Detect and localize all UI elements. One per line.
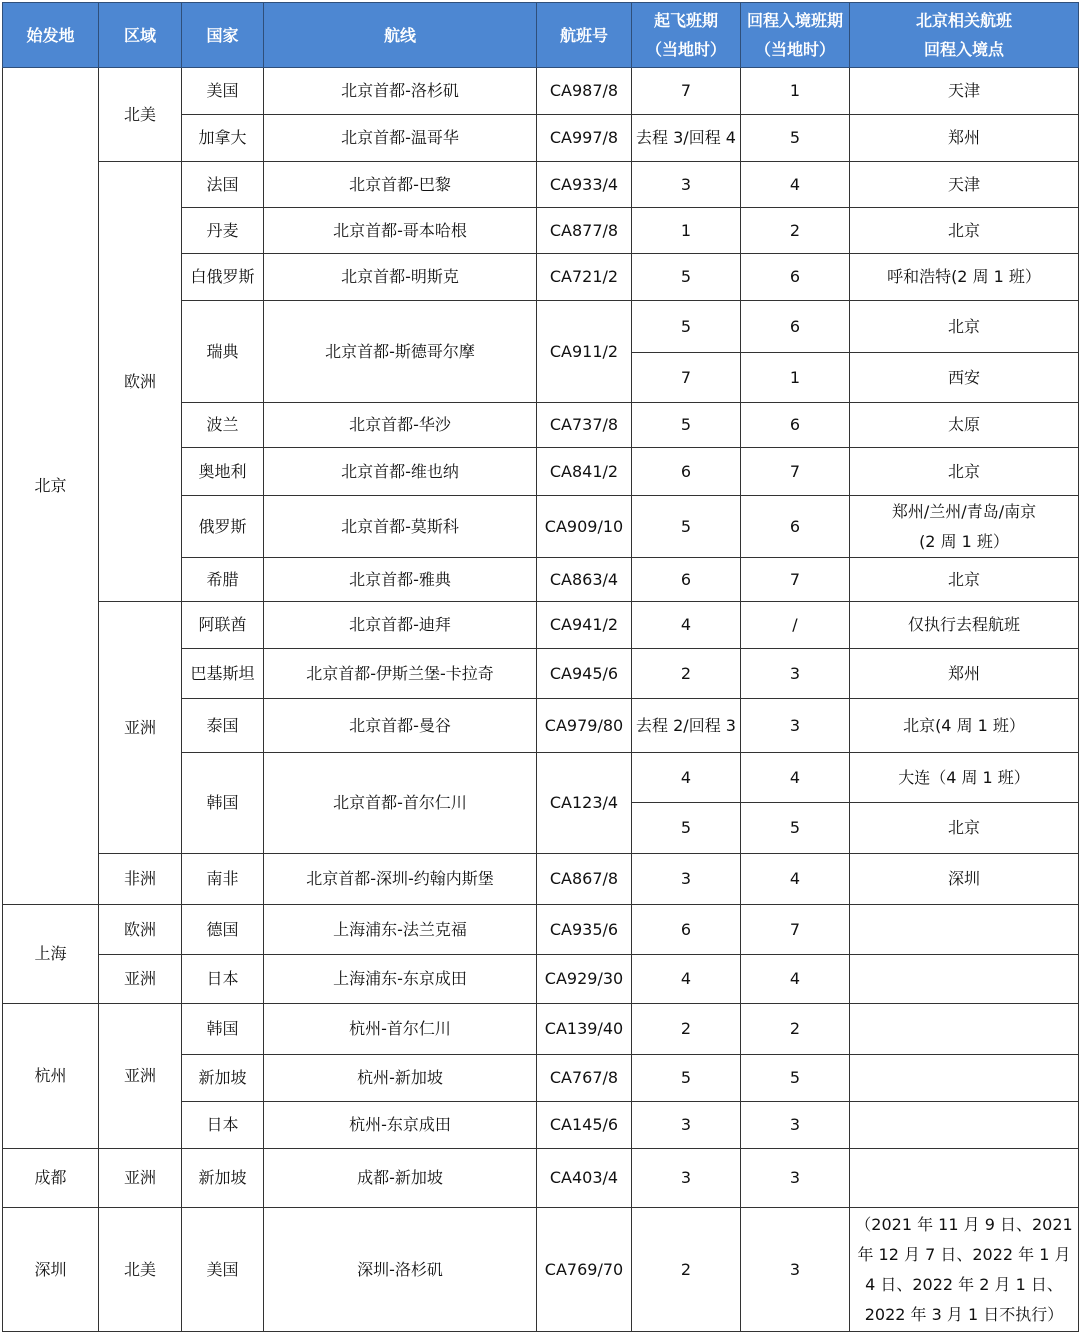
flight-cell: CA721/2: [537, 254, 632, 301]
origin-cell: 杭州: [3, 1004, 99, 1149]
country-cell: 波兰: [182, 403, 264, 448]
country-cell: 德国: [182, 905, 264, 955]
route-cell: 北京首都-伊斯兰堡-卡拉奇: [264, 649, 537, 699]
entry-cell: 北京: [850, 558, 1079, 602]
route-cell: 北京首都-斯德哥尔摩: [264, 301, 537, 403]
return-cell: /: [741, 602, 850, 649]
table-row: [3, 162, 1079, 208]
region-cell: 欧洲: [99, 162, 182, 602]
flight-cell: CA841/2: [537, 448, 632, 496]
flight-cell: CA123/4: [537, 753, 632, 854]
header-country: 国家: [182, 3, 264, 68]
return-cell: 6: [741, 254, 850, 301]
entry-note-cell: （2021 年 11 月 9 日、2021 年 12 月 7 日、2022 年 1 月 4 日、2022 年 2 月 1 日、2022 年 3 月 1 日不执行）: [850, 1208, 1079, 1332]
depart-cell: 2: [632, 649, 741, 699]
flight-schedule-table: [2, 2, 1079, 1332]
header-flight-no: 航班号: [537, 3, 632, 68]
route-cell: 北京首都-华沙: [264, 403, 537, 448]
flight-cell: CA767/8: [537, 1055, 632, 1102]
entry-cell: 郑州: [850, 115, 1079, 162]
route-cell: 上海浦东-法兰克福: [264, 905, 537, 955]
region-cell: 欧洲: [99, 905, 182, 955]
country-cell: 泰国: [182, 699, 264, 753]
country-cell: 韩国: [182, 1004, 264, 1055]
table-row: [3, 955, 1079, 1004]
depart-cell: 5: [632, 1055, 741, 1102]
entry-cell: [850, 1102, 1079, 1149]
depart-cell: 5: [632, 403, 741, 448]
depart-cell: 4: [632, 753, 741, 803]
region-cell: 非洲: [99, 854, 182, 905]
region-cell: 亚洲: [99, 955, 182, 1004]
return-cell: 3: [741, 1102, 850, 1149]
flight-cell: CA997/8: [537, 115, 632, 162]
route-cell: 北京首都-莫斯科: [264, 496, 537, 558]
depart-cell: 3: [632, 854, 741, 905]
country-cell: 南非: [182, 854, 264, 905]
entry-cell: 北京: [850, 208, 1079, 254]
flight-cell: CA911/2: [537, 301, 632, 403]
depart-cell: 3: [632, 162, 741, 208]
entry-cell: 北京(4 周 1 班）: [850, 699, 1079, 753]
flight-cell: CA737/8: [537, 403, 632, 448]
entry-cell: 仅执行去程航班: [850, 602, 1079, 649]
entry-cell: 北京: [850, 448, 1079, 496]
region-cell: 北美: [99, 1208, 182, 1332]
table-row: [3, 1149, 1079, 1208]
return-cell: 5: [741, 1055, 850, 1102]
depart-cell: 3: [632, 1102, 741, 1149]
return-cell: 7: [741, 558, 850, 602]
entry-cell: [850, 905, 1079, 955]
origin-cell: 成都: [3, 1149, 99, 1208]
header-region: 区域: [99, 3, 182, 68]
entry-cell: 北京: [850, 301, 1079, 353]
origin-cell: 北京: [3, 68, 99, 905]
country-cell: 日本: [182, 955, 264, 1004]
route-cell: 上海浦东-东京成田: [264, 955, 537, 1004]
return-cell: 5: [741, 803, 850, 854]
depart-cell: 5: [632, 254, 741, 301]
header-return: 回程入境班期 （当地时）: [741, 3, 850, 68]
depart-cell: 6: [632, 558, 741, 602]
entry-cell: 郑州/兰州/青岛/南京 (2 周 1 班）: [850, 496, 1079, 558]
depart-cell: 6: [632, 448, 741, 496]
route-cell: 北京首都-首尔仁川: [264, 753, 537, 854]
depart-cell: 去程 3/回程 4: [632, 115, 741, 162]
route-cell: 北京首都-明斯克: [264, 254, 537, 301]
country-cell: 日本: [182, 1102, 264, 1149]
header-route: 航线: [264, 3, 537, 68]
entry-cell: 西安: [850, 353, 1079, 403]
flight-cell: CA145/6: [537, 1102, 632, 1149]
table-row: [3, 1208, 1079, 1332]
depart-cell: 3: [632, 1149, 741, 1208]
entry-cell: [850, 1149, 1079, 1208]
return-cell: 3: [741, 649, 850, 699]
depart-cell: 7: [632, 68, 741, 115]
entry-cell: 天津: [850, 162, 1079, 208]
return-cell: 6: [741, 301, 850, 353]
country-cell: 希腊: [182, 558, 264, 602]
entry-cell: [850, 1055, 1079, 1102]
entry-cell: 呼和浩特(2 周 1 班）: [850, 254, 1079, 301]
route-cell: 北京首都-温哥华: [264, 115, 537, 162]
entry-cell: 大连（4 周 1 班）: [850, 753, 1079, 803]
depart-cell: 2: [632, 1208, 741, 1332]
return-cell: 7: [741, 905, 850, 955]
route-cell: 北京首都-迪拜: [264, 602, 537, 649]
return-cell: 4: [741, 753, 850, 803]
return-cell: 1: [741, 353, 850, 403]
route-cell: 北京首都-洛杉矶: [264, 68, 537, 115]
entry-cell: 深圳: [850, 854, 1079, 905]
country-cell: 阿联酋: [182, 602, 264, 649]
country-cell: 新加坡: [182, 1055, 264, 1102]
country-cell: 美国: [182, 68, 264, 115]
region-cell: 北美: [99, 68, 182, 162]
table-row: [3, 854, 1079, 905]
return-cell: 3: [741, 699, 850, 753]
flight-cell: CA769/70: [537, 1208, 632, 1332]
country-cell: 白俄罗斯: [182, 254, 264, 301]
depart-cell: 7: [632, 353, 741, 403]
table-row: [3, 68, 1079, 115]
depart-cell: 5: [632, 803, 741, 854]
table-row: [3, 905, 1079, 955]
table-row: [3, 602, 1079, 649]
header-depart: 起飞班期 （当地时）: [632, 3, 741, 68]
flight-cell: CA979/80: [537, 699, 632, 753]
country-cell: 韩国: [182, 753, 264, 854]
route-cell: 北京首都-巴黎: [264, 162, 537, 208]
flight-cell: CA863/4: [537, 558, 632, 602]
depart-cell: 5: [632, 496, 741, 558]
route-cell: 成都-新加坡: [264, 1149, 537, 1208]
depart-cell: 6: [632, 905, 741, 955]
depart-cell: 4: [632, 602, 741, 649]
header-row: [3, 3, 1079, 68]
flight-cell: CA935/6: [537, 905, 632, 955]
entry-cell: [850, 955, 1079, 1004]
flight-cell: CA945/6: [537, 649, 632, 699]
origin-cell: 上海: [3, 905, 99, 1004]
header-beijing-related: 北京相关航班 回程入境点: [850, 3, 1079, 68]
flight-cell: CA987/8: [537, 68, 632, 115]
country-cell: 奥地利: [182, 448, 264, 496]
entry-cell: 太原: [850, 403, 1079, 448]
region-cell: 亚洲: [99, 1149, 182, 1208]
depart-cell: 去程 2/回程 3: [632, 699, 741, 753]
route-cell: 杭州-新加坡: [264, 1055, 537, 1102]
country-cell: 俄罗斯: [182, 496, 264, 558]
return-cell: 1: [741, 68, 850, 115]
return-cell: 6: [741, 496, 850, 558]
entry-cell: 郑州: [850, 649, 1079, 699]
origin-cell: 深圳: [3, 1208, 99, 1332]
depart-cell: 1: [632, 208, 741, 254]
country-cell: 巴基斯坦: [182, 649, 264, 699]
country-cell: 瑞典: [182, 301, 264, 403]
return-cell: 3: [741, 1149, 850, 1208]
return-cell: 2: [741, 208, 850, 254]
route-cell: 杭州-东京成田: [264, 1102, 537, 1149]
entry-cell: [850, 1004, 1079, 1055]
depart-cell: 4: [632, 955, 741, 1004]
return-cell: 4: [741, 162, 850, 208]
return-cell: 6: [741, 403, 850, 448]
region-cell: 亚洲: [99, 1004, 182, 1149]
route-cell: 北京首都-曼谷: [264, 699, 537, 753]
flight-cell: CA909/10: [537, 496, 632, 558]
route-cell: 北京首都-哥本哈根: [264, 208, 537, 254]
route-cell: 北京首都-雅典: [264, 558, 537, 602]
table-row: [3, 1004, 1079, 1055]
flight-cell: CA139/40: [537, 1004, 632, 1055]
flight-cell: CA867/8: [537, 854, 632, 905]
route-cell: 深圳-洛杉矶: [264, 1208, 537, 1332]
route-cell: 北京首都-维也纳: [264, 448, 537, 496]
route-cell: 北京首都-深圳-约翰内斯堡: [264, 854, 537, 905]
country-cell: 加拿大: [182, 115, 264, 162]
return-cell: 4: [741, 955, 850, 1004]
flight-cell: CA403/4: [537, 1149, 632, 1208]
return-cell: 5: [741, 115, 850, 162]
return-cell: 2: [741, 1004, 850, 1055]
flight-cell: CA929/30: [537, 955, 632, 1004]
country-cell: 美国: [182, 1208, 264, 1332]
region-cell: 亚洲: [99, 602, 182, 854]
header-origin: 始发地: [3, 3, 99, 68]
return-cell: 4: [741, 854, 850, 905]
return-cell: 3: [741, 1208, 850, 1332]
flight-cell: CA933/4: [537, 162, 632, 208]
depart-cell: 2: [632, 1004, 741, 1055]
flight-cell: CA941/2: [537, 602, 632, 649]
entry-cell: 北京: [850, 803, 1079, 854]
country-cell: 新加坡: [182, 1149, 264, 1208]
country-cell: 法国: [182, 162, 264, 208]
country-cell: 丹麦: [182, 208, 264, 254]
depart-cell: 5: [632, 301, 741, 353]
return-cell: 7: [741, 448, 850, 496]
flight-cell: CA877/8: [537, 208, 632, 254]
route-cell: 杭州-首尔仁川: [264, 1004, 537, 1055]
entry-cell: 天津: [850, 68, 1079, 115]
